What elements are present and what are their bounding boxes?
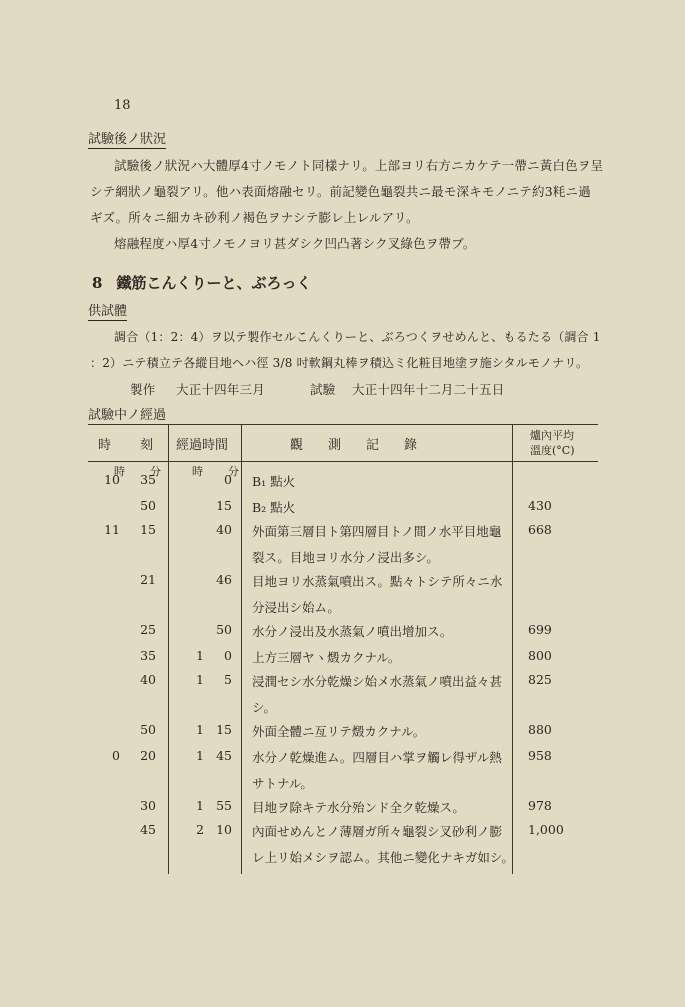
after-test-line-2: シテ網狀ノ龜裂アリ。他ハ表面熔融セリ。前記變色龜裂共ニ最モ深キモノニテ約3粍ニ過 xyxy=(90,184,591,199)
row-6-elapsed-min: 5 xyxy=(224,672,232,687)
test-date: 大正十四年十二月二十五日 xyxy=(352,382,505,397)
table-divider-1 xyxy=(168,424,169,874)
section-8-heading xyxy=(92,272,311,293)
row-7-temperature: 880 xyxy=(528,722,552,737)
row-4-temperature: 699 xyxy=(528,622,552,637)
made-label: 製作 xyxy=(130,382,156,397)
specimen-heading: 供試體 xyxy=(88,300,127,321)
row-0-elapsed-min: 0 xyxy=(224,472,232,487)
row-8-time-min: 20 xyxy=(140,748,156,763)
section-number: 8 xyxy=(92,274,103,292)
row-8-observation-line-1: サトナル。 xyxy=(252,776,313,791)
header-temp-1: 爐內平均 xyxy=(530,429,574,442)
row-0-observation-line-0: B₁ 點火 xyxy=(252,474,296,489)
row-6-time-min: 40 xyxy=(140,672,156,687)
row-7-observation-line-0: 外面全體ニ亙リテ燬カクナル。 xyxy=(252,724,426,739)
table-divider-3 xyxy=(512,424,513,874)
row-8-elapsed-hour: 1 xyxy=(196,748,204,763)
header-time: 時 刻 xyxy=(98,438,162,453)
row-4-time-min: 25 xyxy=(140,622,156,637)
row-7-time-min: 50 xyxy=(140,722,156,737)
row-9-time-min: 30 xyxy=(140,798,156,813)
row-2-observation-line-1: 裂ス。目地ヨリ水分ノ浸出多シ。 xyxy=(252,550,439,565)
table-divider-2 xyxy=(241,424,242,874)
row-1-temperature: 430 xyxy=(528,498,552,513)
subheader-elapsed-h: 時 xyxy=(192,465,203,478)
after-test-line-4: 熔融程度ハ厚4寸ノモノヨリ甚ダシク凹凸著シク叉綠色ヲ帶ブ。 xyxy=(114,236,476,251)
row-8-time-hour: 0 xyxy=(112,748,120,763)
made-date: 大正十四年三月 xyxy=(176,382,265,397)
row-9-temperature: 978 xyxy=(528,798,552,813)
row-2-temperature: 668 xyxy=(528,522,552,537)
page-number: 18 xyxy=(114,98,131,113)
row-4-observation-line-0: 水分ノ浸出及水蒸氣ノ噴出增加ス。 xyxy=(252,624,453,639)
section-title: 鐵筋こんくりーと、ぶろっく xyxy=(116,274,312,292)
row-10-elapsed-min: 10 xyxy=(216,822,232,837)
row-0-time-min: 35 xyxy=(140,472,156,487)
row-5-elapsed-hour: 1 xyxy=(196,648,204,663)
row-7-elapsed-hour: 1 xyxy=(196,722,204,737)
row-5-temperature: 800 xyxy=(528,648,552,663)
specimen-line-1: 調合（1：2：4）ヲ以テ製作セルこんくりーと、ぶろつくヲせめんと、もるたる（調合 1 xyxy=(114,330,601,344)
header-temp-2: 溫度(°C) xyxy=(530,444,575,457)
row-9-elapsed-hour: 1 xyxy=(196,798,204,813)
row-9-elapsed-min: 55 xyxy=(216,798,232,813)
row-6-observation-line-1: シ。 xyxy=(252,700,277,715)
row-1-time-min: 50 xyxy=(140,498,156,513)
specimen-line-2: ：2）ニテ積立テ各縱目地ヘハ徑 3/8 吋軟鋼丸棒ヲ積込ミ化粧目地塗ヲ施シタルモノナリ。 xyxy=(90,356,589,370)
row-2-observation-line-0: 外面第三層目ト第四層目トノ間ノ水平目地龜 xyxy=(252,524,502,539)
row-5-time-min: 35 xyxy=(140,648,156,663)
subheader-time-m: 分 xyxy=(150,465,161,478)
row-6-temperature: 825 xyxy=(528,672,552,687)
subheader-time-h: 時 xyxy=(114,465,125,478)
row-8-temperature: 958 xyxy=(528,748,552,763)
row-5-observation-line-0: 上方三層ヤヽ燬カクナル。 xyxy=(252,650,401,665)
row-4-elapsed-min: 50 xyxy=(216,622,232,637)
row-10-observation-line-0: 內面せめんとノ薄層ガ所々龜裂シ叉砂利ノ膨 xyxy=(252,824,503,839)
row-6-elapsed-hour: 1 xyxy=(196,672,204,687)
row-10-elapsed-hour: 2 xyxy=(196,822,204,837)
row-5-elapsed-min: 0 xyxy=(224,648,232,663)
test-label: 試驗 xyxy=(310,382,336,397)
after-test-heading: 試驗後ノ狀況 xyxy=(88,128,166,149)
row-7-elapsed-min: 15 xyxy=(216,722,232,737)
after-test-line-3: ギズ。所々ニ細カキ砂利ノ褐色ヲナシテ膨レ上レルアリ。 xyxy=(90,210,419,225)
row-8-elapsed-min: 45 xyxy=(216,748,232,763)
row-3-observation-line-1: 分浸出シ始ム。 xyxy=(252,600,340,615)
row-6-observation-line-0: 浸潤セシ水分乾燥シ始メ水蒸氣ノ噴出益々甚 xyxy=(252,674,503,689)
row-3-elapsed-min: 46 xyxy=(216,572,232,587)
row-0-time-hour: 10 xyxy=(104,472,120,487)
header-elapsed: 經過時間 xyxy=(176,438,229,453)
row-10-time-min: 45 xyxy=(140,822,156,837)
row-10-observation-line-1: レ上リ始メシヲ認ム。其他ニ變化ナキガ如シ。 xyxy=(252,850,514,865)
header-observation: 觀 測 記 錄 xyxy=(290,438,424,453)
row-3-observation-line-0: 目地ヨリ水蒸氣噴出ス。點々トシテ所々ニ水 xyxy=(252,574,503,589)
row-8-observation-line-0: 水分ノ乾燥進ム。四層目ハ掌ヲ觸レ得ザル熱 xyxy=(252,750,502,765)
progress-heading: 試驗中ノ經過 xyxy=(88,404,166,425)
row-1-observation-line-0: B₂ 點火 xyxy=(252,500,296,515)
table-header-rule xyxy=(88,461,598,462)
row-1-elapsed-min: 15 xyxy=(216,498,232,513)
subheader-elapsed-m: 分 xyxy=(228,465,239,478)
row-2-time-hour: 11 xyxy=(104,522,120,537)
row-3-time-min: 21 xyxy=(140,572,156,587)
after-test-line-1: 試驗後ノ狀況ハ大體厚4寸ノモノト同樣ナリ。上部ヨリ右方ニカケテ一帶ニ黃白色ヲ呈 xyxy=(114,158,604,173)
row-9-observation-line-0: 目地ヲ除キテ水分殆ンド全ク乾燥ス。 xyxy=(252,800,465,815)
row-2-time-min: 15 xyxy=(140,522,156,537)
row-10-temperature: 1,000 xyxy=(528,822,564,837)
row-2-elapsed-min: 40 xyxy=(216,522,232,537)
table-top-rule xyxy=(88,424,598,425)
